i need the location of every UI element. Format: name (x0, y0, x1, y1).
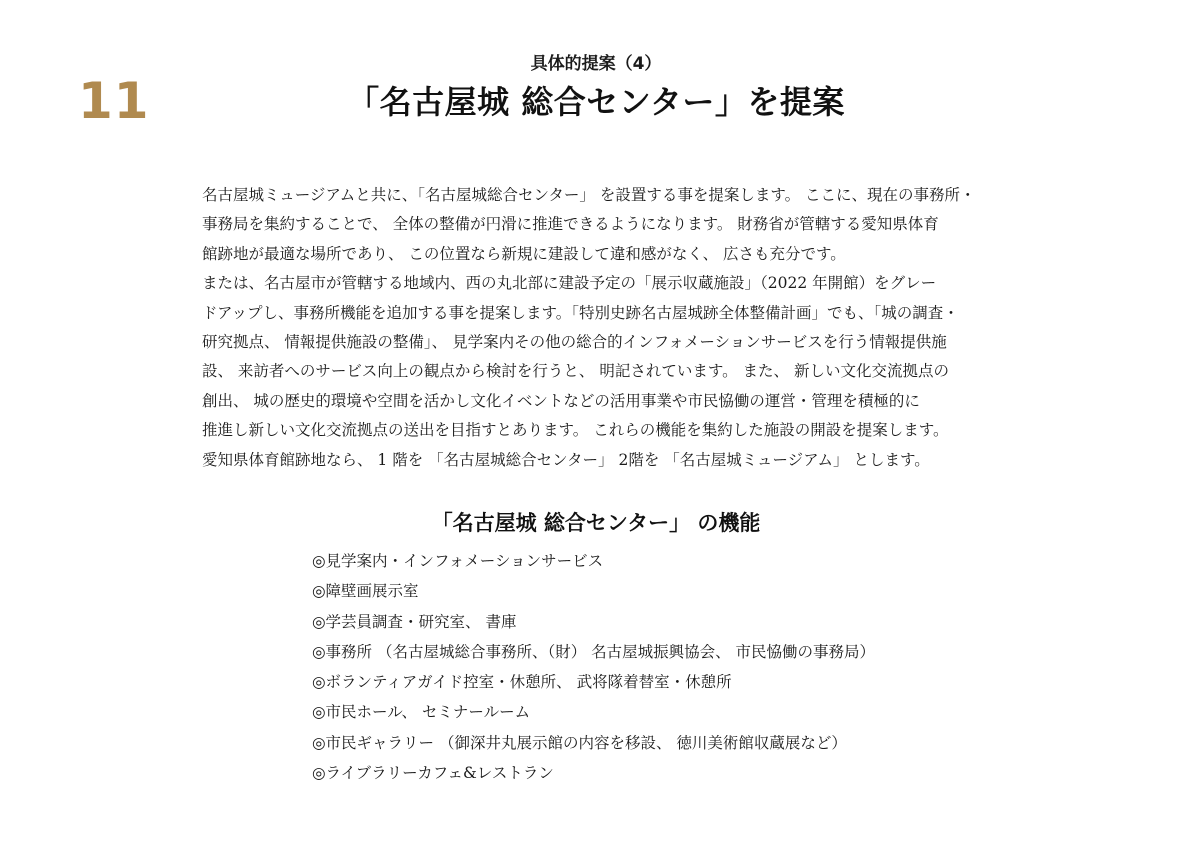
page-number: 11 (78, 72, 150, 130)
feature-item: ◎見学案内・インフォメーションサービス (312, 552, 604, 570)
body-line: ドアップし、事務所機能を追加する事を提案します。「特別史跡名古屋城跡全体整備計画」でも、「城の調査・ (202, 303, 959, 322)
feature-item: ◎障壁画展示室 (312, 582, 419, 601)
feature-item: ◎市民ホール、 セミナールーム (312, 703, 531, 722)
body-paragraph (202, 181, 1012, 475)
feature-item: ◎ライブラリーカフェ&レストラン (312, 764, 554, 783)
feature-list (312, 546, 875, 788)
body-line: 名古屋城ミュージアムと共に、「名古屋城総合センター」 を設置する事を提案します。 ここに、現在の事務所・ (202, 186, 976, 204)
body-line: 事務局を集約することで、 全体の整備が円滑に推進できるようになります。 財務省が管轄する愛知県体育 (202, 215, 939, 234)
feature-item: ◎事務所 （名古屋城総合事務所、（財） 名古屋城振興協会、 市民恊働の事務局） (312, 642, 876, 661)
body-line: 館跡地が最適な場所であり、 この位置なら新規に建設して違和感がなく、 広さも充分です。 (202, 244, 846, 263)
page-subtitle: 具体的提案（4） (530, 54, 662, 74)
feature-item: ◎ボランティアガイド控室・休憩所、 武将隊着替室・休憩所 (312, 673, 732, 692)
body-line: 推進し新しい文化交流拠点の送出を目指すとあります。 これらの機能を集約した施設の開設を提案します。 (202, 421, 949, 440)
body-line: 創出、 城の歴史的環境や空間を活かし文化イベントなどの活用事業や市民恊働の運営・管理を積極的に (202, 391, 920, 410)
feature-item: ◎市民ギャラリー （御深井丸展示館の内容を移設、 徳川美術館収蔵展など） (312, 733, 847, 752)
body-line: 研究拠点、 情報提供施設の整備」、 見学案内その他の総合的インフォメーションサービスを行う情報提供施 (202, 333, 947, 352)
body-line: 愛知県体育館跡地なら、 1 階を 「名古屋城総合センター」 2階を 「名古屋城ミュージアム」 とします。 (202, 450, 930, 469)
body-line: または、名古屋市が管轄する地域内、西の丸北部に建設予定の「展示収蔵施設」（2022 年開館）をグレー (202, 274, 937, 293)
feature-item: ◎学芸員調査・研究室、 書庫 (312, 612, 517, 631)
body-line: 設、 来訪者へのサービス向上の観点から検討を行うと、 明記されています。 また、 新しい文化交流拠点の (202, 362, 949, 381)
section-heading: 「名古屋城 総合センター」 の機能 (431, 511, 761, 535)
page-title: 「名古屋城 総合センター」を提案 (347, 83, 845, 121)
